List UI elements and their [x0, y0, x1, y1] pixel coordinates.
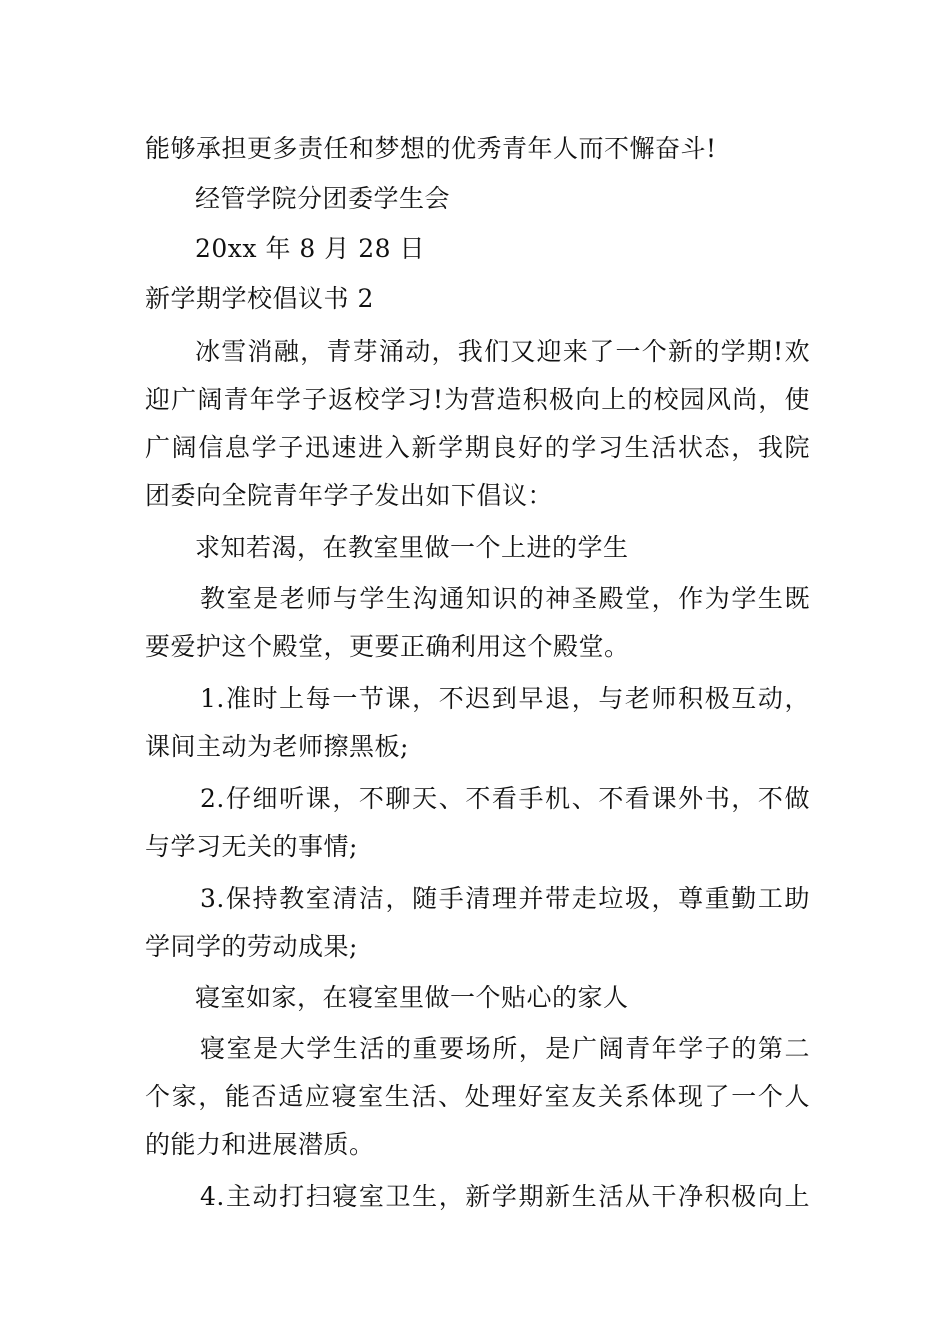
paragraph-line: 要爱护这个殿堂，更要正确利用这个殿堂。	[145, 632, 630, 661]
section-title: 新学期学校倡议书 2	[145, 284, 374, 313]
paragraph-line: 冰雪消融，青芽涌动，我们又迎来了一个新的学期!欢	[195, 337, 810, 366]
signature-date: 20xx 年 8 月 28 日	[195, 234, 425, 263]
paragraph-line: 广阔信息学子迅速进入新学期良好的学习生活状态，我院	[145, 433, 810, 462]
list-item: 2.仔细听课，不聊天、不看手机、不看课外书，不做	[200, 784, 810, 813]
paragraph-line: 团委向全院青年学子发出如下倡议：	[145, 481, 554, 510]
list-item-continuation: 与学习无关的事情;	[145, 832, 358, 861]
paragraph-line: 教室是老师与学生沟通知识的神圣殿堂，作为学生既	[200, 584, 810, 613]
subheading: 求知若渴，在教室里做一个上进的学生	[195, 533, 629, 562]
list-item-continuation: 学同学的劳动成果;	[145, 932, 358, 961]
paragraph-line: 能够承担更多责任和梦想的优秀青年人而不懈奋斗!	[145, 134, 717, 163]
paragraph-line: 的能力和进展潜质。	[145, 1130, 375, 1159]
paragraph-line: 个家，能否适应寝室生活、处理好室友关系体现了一个人	[145, 1082, 810, 1111]
paragraph-line: 寝室是大学生活的重要场所，是广阔青年学子的第二	[200, 1034, 810, 1063]
list-item: 3.保持教室清洁，随手清理并带走垃圾，尊重勤工助	[200, 884, 810, 913]
list-item: 1.准时上每一节课，不迟到早退，与老师积极互动，	[200, 684, 810, 713]
list-item-continuation: 课间主动为老师擦黑板;	[145, 732, 409, 761]
subheading: 寝室如家，在寝室里做一个贴心的家人	[195, 983, 629, 1012]
list-item: 4.主动打扫寝室卫生，新学期新生活从干净积极向上	[200, 1182, 810, 1211]
paragraph-line: 迎广阔青年学子返校学习!为营造积极向上的校园风尚，使	[145, 385, 810, 414]
signature-organization: 经管学院分团委学生会	[195, 184, 451, 213]
